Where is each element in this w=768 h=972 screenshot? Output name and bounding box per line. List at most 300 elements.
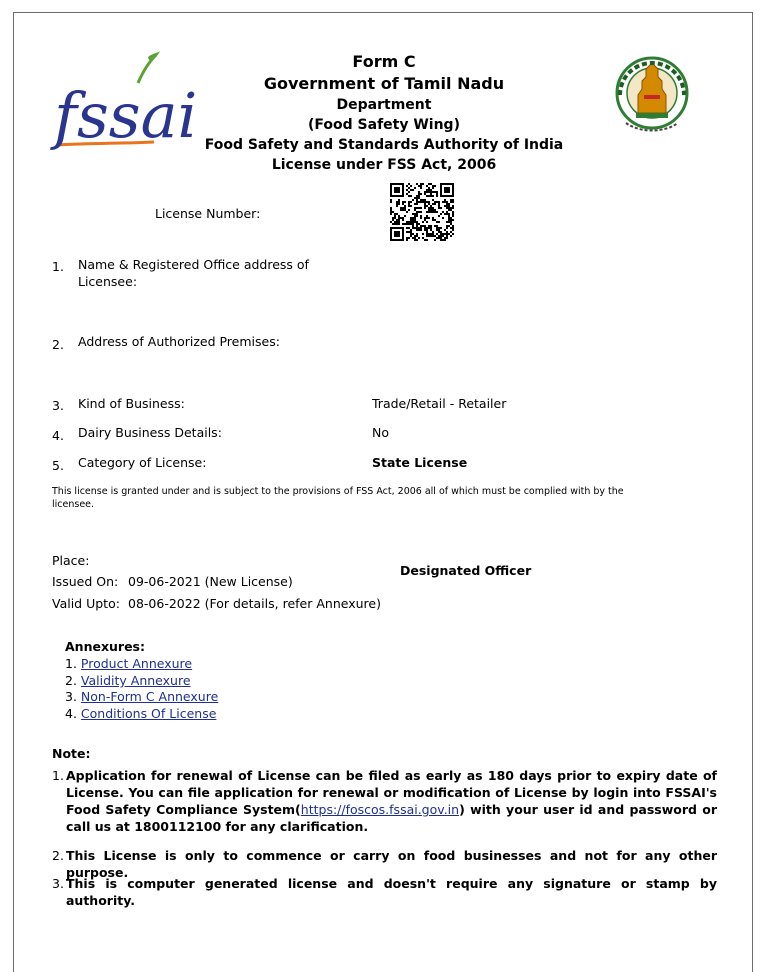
qr-module xyxy=(432,191,434,193)
fssai-logo xyxy=(52,47,198,152)
qr-module xyxy=(404,209,406,211)
qr-module xyxy=(446,225,448,227)
qr-module xyxy=(442,211,444,213)
item-2-number: 2. xyxy=(52,337,64,352)
qr-module xyxy=(390,201,392,203)
note-item-1-text xyxy=(66,767,717,835)
note-number: 1. xyxy=(52,768,64,783)
qr-module xyxy=(428,207,430,209)
qr-module xyxy=(398,221,400,223)
qr-module xyxy=(450,199,452,201)
qr-module xyxy=(410,201,412,203)
document-header xyxy=(184,51,584,175)
qr-module xyxy=(424,199,426,201)
qr-module xyxy=(418,227,420,229)
qr-module xyxy=(416,203,418,205)
qr-module xyxy=(428,209,430,211)
qr-module xyxy=(408,231,410,233)
qr-module xyxy=(432,211,434,213)
qr-module xyxy=(406,185,408,187)
qr-module xyxy=(404,207,406,209)
qr-module xyxy=(440,231,442,233)
qr-module xyxy=(426,233,428,235)
qr-module xyxy=(432,207,434,209)
qr-module xyxy=(396,221,398,223)
item-4-label: Dairy Business Details: xyxy=(78,425,222,440)
qr-module xyxy=(392,219,394,221)
qr-module xyxy=(424,219,426,221)
qr-module xyxy=(412,199,414,201)
qr-module xyxy=(444,229,446,231)
qr-module xyxy=(414,209,416,211)
foscos-link[interactable]: https://foscos.fssai.gov.in xyxy=(300,802,460,817)
qr-module xyxy=(430,225,432,227)
qr-module xyxy=(410,223,412,225)
qr-module xyxy=(432,231,434,233)
qr-module xyxy=(436,237,438,239)
qr-module xyxy=(434,209,436,211)
qr-module xyxy=(432,235,434,237)
qr-module xyxy=(446,213,448,215)
qr-module xyxy=(434,185,436,187)
license-number-label: License Number: xyxy=(155,206,261,221)
qr-module xyxy=(430,209,432,211)
qr-module xyxy=(392,217,394,219)
qr-module xyxy=(414,207,416,209)
qr-module xyxy=(390,209,392,211)
qr-module xyxy=(436,193,438,195)
qr-module xyxy=(436,191,438,193)
qr-module xyxy=(428,195,430,197)
qr-module xyxy=(444,199,446,201)
qr-module xyxy=(416,225,418,227)
qr-module xyxy=(424,205,426,207)
qr-module xyxy=(438,207,440,209)
qr-module xyxy=(418,185,420,187)
qr-module xyxy=(432,185,434,187)
qr-module xyxy=(448,215,450,217)
qr-module xyxy=(432,233,434,235)
qr-module xyxy=(452,205,454,207)
annexure-item-product xyxy=(65,655,192,672)
qr-module xyxy=(390,199,392,201)
qr-module xyxy=(426,221,428,223)
qr-module xyxy=(412,217,414,219)
qr-module xyxy=(420,227,422,229)
qr-module xyxy=(416,229,418,231)
qr-module xyxy=(446,211,448,213)
qr-module xyxy=(418,197,420,199)
qr-module xyxy=(448,209,450,211)
qr-module xyxy=(432,203,434,205)
qr-module xyxy=(420,225,422,227)
qr-module xyxy=(418,201,420,203)
note-item-1 xyxy=(52,767,717,835)
dairy-business-value: No xyxy=(372,425,389,440)
qr-module xyxy=(422,183,424,185)
qr-module xyxy=(430,235,432,237)
qr-module xyxy=(416,195,418,197)
qr-module xyxy=(420,199,422,201)
qr-module xyxy=(408,201,410,203)
qr-module xyxy=(408,209,410,211)
qr-module xyxy=(450,223,452,225)
qr-module xyxy=(452,201,454,203)
qr-module xyxy=(448,221,450,223)
qr-module xyxy=(408,187,410,189)
qr-module xyxy=(414,187,416,189)
qr-module xyxy=(408,191,410,193)
qr-module xyxy=(442,233,444,235)
item-2-label: Address of Authorized Premises: xyxy=(78,334,280,349)
qr-module xyxy=(438,201,440,203)
qr-module xyxy=(432,195,434,197)
qr-module xyxy=(450,201,452,203)
qr-module xyxy=(424,203,426,205)
qr-module xyxy=(446,221,448,223)
qr-module xyxy=(420,211,422,213)
qr-module xyxy=(408,237,410,239)
qr-module xyxy=(416,239,418,241)
qr-module xyxy=(402,217,404,219)
qr-module xyxy=(452,225,454,227)
qr-module xyxy=(432,187,434,189)
valid-upto-value: 08-06-2022 (For details, refer Annexure) xyxy=(128,596,381,611)
qr-module xyxy=(448,233,450,235)
qr-module xyxy=(450,221,452,223)
conditions-of-license-link[interactable]: Conditions Of License xyxy=(80,706,217,721)
qr-module xyxy=(412,237,414,239)
qr-module xyxy=(416,233,418,235)
qr-module xyxy=(442,201,444,203)
qr-module xyxy=(406,221,408,223)
qr-module xyxy=(412,227,414,229)
qr-module xyxy=(410,235,412,237)
qr-module xyxy=(420,201,422,203)
qr-module xyxy=(402,203,404,205)
government-title: Government of Tamil Nadu xyxy=(263,74,505,93)
qr-module xyxy=(394,213,396,215)
annexures-title: Annexures: xyxy=(65,639,145,654)
fssai-logo-icon xyxy=(52,47,198,152)
qr-module xyxy=(422,221,424,223)
qr-module xyxy=(440,237,442,239)
qr-module xyxy=(428,201,430,203)
qr-module xyxy=(396,205,398,207)
qr-module xyxy=(426,239,428,241)
note-item-1-post: ) with your user id and password or call us at 1800112100 for any clarification. xyxy=(66,802,717,834)
qr-module xyxy=(424,193,426,195)
qr-module xyxy=(414,197,416,199)
qr-module xyxy=(414,215,416,217)
qr-module xyxy=(428,235,430,237)
qr-module xyxy=(436,221,438,223)
qr-module xyxy=(450,227,452,229)
qr-module xyxy=(434,225,436,227)
qr-module xyxy=(416,223,418,225)
qr-module xyxy=(410,221,412,223)
qr-module xyxy=(416,201,418,203)
qr-module xyxy=(416,199,418,201)
qr-module xyxy=(438,215,440,217)
qr-module xyxy=(448,213,450,215)
qr-module xyxy=(392,223,394,225)
qr-module xyxy=(440,239,442,241)
qr-module xyxy=(418,195,420,197)
qr-module xyxy=(422,225,424,227)
qr-module xyxy=(408,183,410,185)
qr-module xyxy=(436,229,438,231)
qr-module xyxy=(412,225,414,227)
qr-module xyxy=(390,221,392,223)
qr-module xyxy=(424,225,426,227)
qr-module xyxy=(406,239,408,241)
qr-module xyxy=(396,201,398,203)
qr-module xyxy=(442,217,444,219)
qr-module xyxy=(432,199,434,201)
qr-module xyxy=(410,205,412,207)
qr-module xyxy=(428,217,430,219)
qr-module xyxy=(416,215,418,217)
qr-module xyxy=(420,193,422,195)
qr-module xyxy=(426,189,428,191)
qr-module xyxy=(404,215,406,217)
qr-module xyxy=(438,231,440,233)
qr-module xyxy=(446,227,448,229)
qr-module xyxy=(412,233,414,235)
qr-module xyxy=(394,217,396,219)
qr-module xyxy=(434,203,436,205)
annexure-number: 4. xyxy=(65,706,77,721)
qr-module xyxy=(414,219,416,221)
qr-module xyxy=(430,189,432,191)
qr-module xyxy=(402,207,404,209)
qr-module xyxy=(436,211,438,213)
qr-module xyxy=(402,201,404,203)
qr-module xyxy=(452,229,454,231)
qr-module xyxy=(438,237,440,239)
qr-module xyxy=(448,203,450,205)
qr-module xyxy=(444,213,446,215)
qr-module xyxy=(422,201,424,203)
item-3-number: 3. xyxy=(52,398,64,413)
qr-module xyxy=(426,215,428,217)
note-item-3-text: This is computer generated license and doesn't require any signature or stamp by authority. xyxy=(66,876,717,908)
qr-module xyxy=(400,209,402,211)
qr-module xyxy=(416,197,418,199)
qr-module xyxy=(434,211,436,213)
qr-module xyxy=(426,211,428,213)
qr-module xyxy=(450,219,452,221)
qr-module xyxy=(440,233,442,235)
item-4-number: 4. xyxy=(52,428,64,443)
qr-module xyxy=(408,223,410,225)
qr-code-icon xyxy=(390,183,454,241)
qr-module xyxy=(418,193,420,195)
qr-module xyxy=(414,227,416,229)
qr-module xyxy=(434,191,436,193)
qr-module xyxy=(418,223,420,225)
qr-module xyxy=(440,227,442,229)
qr-module xyxy=(444,239,446,241)
qr-module xyxy=(426,205,428,207)
kind-of-business-value: Trade/Retail - Retailer xyxy=(372,396,507,411)
qr-module xyxy=(426,201,428,203)
item-5-number: 5. xyxy=(52,458,64,473)
note-title: Note: xyxy=(52,746,91,761)
qr-module xyxy=(430,205,432,207)
qr-module xyxy=(414,217,416,219)
qr-module xyxy=(430,191,432,193)
qr-module xyxy=(438,227,440,229)
item-1-label: Name & Registered Office address of Licensee: xyxy=(78,257,309,289)
qr-module xyxy=(426,235,428,237)
qr-module xyxy=(442,239,444,241)
qr-module xyxy=(436,227,438,229)
qr-module xyxy=(434,239,436,241)
qr-module xyxy=(422,233,424,235)
qr-module xyxy=(450,207,452,209)
qr-module xyxy=(430,193,432,195)
annexure-item-conditions xyxy=(65,705,216,722)
qr-module xyxy=(430,227,432,229)
qr-module xyxy=(446,203,448,205)
note-item-3 xyxy=(52,875,717,909)
place-label: Place: xyxy=(52,553,90,568)
qr-module xyxy=(400,207,402,209)
qr-module xyxy=(390,213,392,215)
qr-module xyxy=(402,209,404,211)
qr-module xyxy=(428,211,430,213)
qr-module xyxy=(452,213,454,215)
qr-module xyxy=(430,183,432,185)
qr-module xyxy=(406,193,408,195)
qr-module xyxy=(416,213,418,215)
validity-annexure-link[interactable]: Validity Annexure xyxy=(80,673,191,688)
qr-module xyxy=(420,183,422,185)
svg-text:fssai: fssai xyxy=(54,79,198,152)
qr-module xyxy=(410,233,412,235)
qr-module xyxy=(408,227,410,229)
issued-on-value: 09-06-2021 (New License) xyxy=(128,574,293,589)
qr-module xyxy=(428,189,430,191)
qr-module xyxy=(404,223,406,225)
category-of-license-value: State License xyxy=(372,455,468,470)
qr-code xyxy=(390,183,454,241)
qr-module xyxy=(448,205,450,207)
qr-module xyxy=(446,231,448,233)
note-item-1-pre: Application for renewal of License can be filed as early as 180 days prior to expiry date of License. You can file application for renewal or modification of License by login into FSSAI's Food Safety Compliance System( xyxy=(66,768,717,817)
qr-module xyxy=(448,219,450,221)
qr-module xyxy=(446,235,448,237)
qr-module xyxy=(406,189,408,191)
qr-module xyxy=(408,195,410,197)
qr-module xyxy=(428,233,430,235)
qr-module xyxy=(420,207,422,209)
annexure-item-validity xyxy=(65,672,191,689)
qr-module xyxy=(416,235,418,237)
qr-module xyxy=(444,237,446,239)
qr-module xyxy=(390,211,392,213)
tamil-nadu-emblem xyxy=(614,51,690,143)
qr-module xyxy=(452,211,454,213)
qr-module xyxy=(406,231,408,233)
license-page xyxy=(13,12,753,972)
non-form-c-annexure-link[interactable]: Non-Form C Annexure xyxy=(80,689,219,704)
qr-module xyxy=(438,221,440,223)
qr-module xyxy=(420,229,422,231)
wing-title: (Food Safety Wing) xyxy=(308,117,460,133)
qr-module xyxy=(410,195,412,197)
qr-module xyxy=(416,227,418,229)
qr-module xyxy=(424,201,426,203)
qr-module xyxy=(426,229,428,231)
qr-module xyxy=(430,207,432,209)
qr-module xyxy=(408,205,410,207)
qr-module xyxy=(436,225,438,227)
qr-module xyxy=(426,217,428,219)
product-annexure-link[interactable]: Product Annexure xyxy=(80,656,193,671)
qr-module xyxy=(414,235,416,237)
item-1-number: 1. xyxy=(52,259,64,274)
qr-module xyxy=(452,199,454,201)
qr-module xyxy=(426,231,428,233)
qr-module xyxy=(428,187,430,189)
qr-module xyxy=(436,195,438,197)
issued-on-label: Issued On: xyxy=(52,574,119,589)
item-3-label: Kind of Business: xyxy=(78,396,185,411)
qr-module xyxy=(428,203,430,205)
qr-module xyxy=(452,219,454,221)
qr-module xyxy=(432,217,434,219)
qr-module xyxy=(430,211,432,213)
qr-module xyxy=(440,207,442,209)
qr-module xyxy=(390,207,392,209)
valid-upto-label: Valid Upto: xyxy=(52,596,120,611)
qr-module xyxy=(424,207,426,209)
qr-module xyxy=(422,237,424,239)
qr-module xyxy=(444,233,446,235)
qr-module xyxy=(396,223,398,225)
qr-module xyxy=(414,237,416,239)
qr-module xyxy=(404,201,406,203)
qr-module xyxy=(394,223,396,225)
qr-module xyxy=(408,221,410,223)
qr-module xyxy=(448,225,450,227)
qr-module xyxy=(398,203,400,205)
qr-module xyxy=(418,229,420,231)
qr-module xyxy=(406,237,408,239)
qr-module xyxy=(410,219,412,221)
qr-module xyxy=(402,219,404,221)
department-title: Department xyxy=(336,97,432,113)
qr-module xyxy=(412,221,414,223)
qr-module xyxy=(436,201,438,203)
qr-module xyxy=(412,219,414,221)
qr-module xyxy=(396,213,398,215)
qr-module xyxy=(410,231,412,233)
qr-module xyxy=(450,231,452,233)
qr-module xyxy=(412,223,414,225)
qr-module xyxy=(452,207,454,209)
qr-module xyxy=(426,191,428,193)
qr-module xyxy=(438,235,440,237)
qr-module xyxy=(418,191,420,193)
qr-module xyxy=(436,233,438,235)
qr-module xyxy=(410,217,412,219)
designated-officer: Designated Officer xyxy=(400,563,532,578)
form-title: Form C xyxy=(352,52,416,71)
